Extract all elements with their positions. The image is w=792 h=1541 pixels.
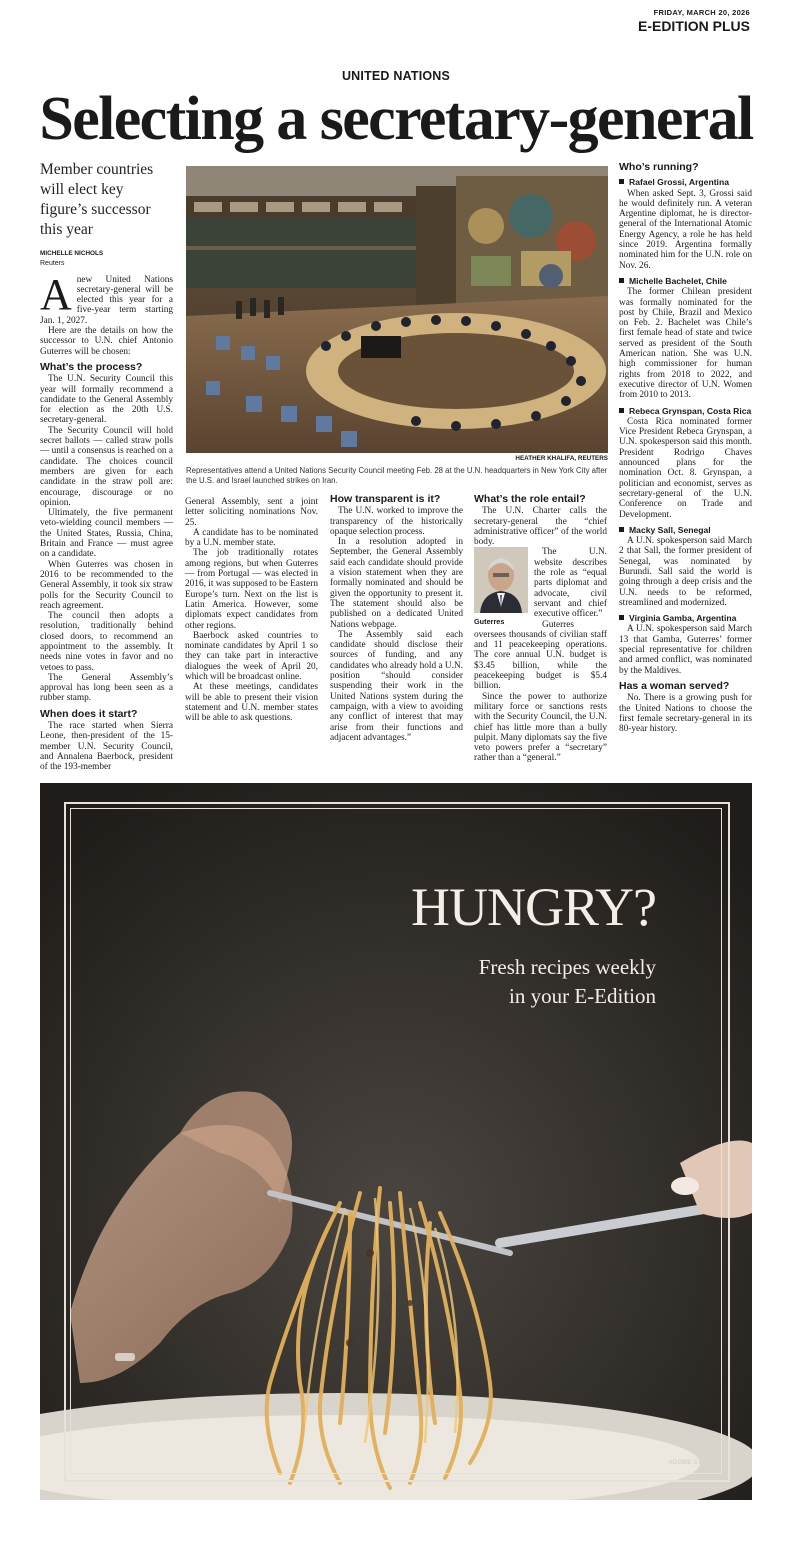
masthead [638, 8, 750, 34]
paragraph: The General Assembly’s approval has long been seen as a rubber stamp. [40, 672, 173, 704]
paragraph: The U.N. worked to improve the transparency of the historically opaque selection process. [330, 506, 463, 537]
column-5 [619, 162, 752, 734]
paragraph: In a resolution adopted in September, the General Assembly said each candidate should provide a vision statement when they are formally nominated and should be given the opportunity to present it. The statement should also be published on a dedicated United Nations webpage. [330, 537, 463, 630]
deck: Member countries will elect key figure’s successor this year [40, 161, 154, 238]
candidate-entry [619, 276, 752, 401]
paragraph: A candidate has to be nominated by a U.N. member state. [185, 527, 318, 549]
paragraph: The U.N. Charter calls the secretary-general the “chief administrative officer” of the world body. [474, 506, 607, 548]
guterres-portrait [474, 547, 528, 625]
subhead-transparency: How transparent is it? [330, 493, 441, 505]
photo-credit: HEATHER KHALIFA, REUTERS [515, 455, 608, 462]
candidate-name: Macky Sall, Senegal [629, 524, 711, 535]
subhead-role: What’s the role entail? [474, 493, 586, 505]
paragraph: The U.N. Security Council this year will formally recommend a candidate to the General Assembly for election as the 20th U.S. secretary-general. [40, 374, 173, 426]
candidate-entry [619, 613, 752, 676]
candidate-text: A U.N. spokesperson said March 2 that Sall, the former president of Senegal, was nominated by Burundi. Sall said the world is going through a deep crisis and the U.N. needs to be reformed, streamlined and modernized. [619, 536, 752, 608]
paragraph: No. There is a growing push for the United Nations to choose the first female secretary-general in its 80-year history. [619, 693, 752, 735]
column-4 [474, 494, 607, 764]
bullet-square-icon [619, 527, 624, 532]
bullet-square-icon [619, 615, 624, 620]
photo-caption: Representatives attend a United Nations Security Council meeting Feb. 28 at the U.N. headquarters in New York City after the U.S. and Israel launched strikes on Iran. [186, 466, 608, 485]
paragraph: Since the power to authorize military force or sanctions rests with the Security Council, the U.N. chief has little more than a bully pulpit. Many diplomats say the five veto powers prefer a “secretary” rather than a “general.” [474, 691, 607, 764]
candidate-name: Michelle Bachelet, Chile [629, 275, 727, 286]
edition-label: E-EDITION PLUS [637, 18, 750, 34]
ad-tagline-line2: in your E-Edition [509, 984, 656, 1008]
paragraph: When Guterres was chosen in 2016 to be recommended to the General Assembly, it took six straw polls for the Security Council to reach agreement. [40, 559, 173, 611]
council-chamber-image [186, 166, 608, 453]
column-2 [185, 497, 318, 724]
candidate-text: A U.N. spokesperson said March 13 that Gamba, Guterres’ former special representative for children and armed conflict, was nominated by the Maldives. [619, 624, 752, 676]
candidate-entry [619, 177, 752, 271]
column-1 [40, 160, 173, 773]
ad-tagline [479, 953, 656, 1011]
paragraph: The job traditionally rotates among regions, but when Guterres — from Portugal — was elected in 2016, it was supposed to be Eastern Europe’s turn. Next on the list is Latin America. However, some diplomats expect candidates from other regions. [185, 548, 318, 631]
security-council-photo [186, 166, 608, 453]
candidate-entry [619, 525, 752, 608]
candidate-name: Rebeca Grynspan, Costa Rica [629, 405, 752, 416]
ad-tagline-line1: Fresh recipes weekly [478, 955, 656, 979]
portrait-image [474, 547, 528, 613]
subhead-candidates: Who’s running? [619, 161, 699, 173]
paragraph: The council then adopts a resolution, traditionally behind closed doors, to recommend an appointment to the assembly. It needs nine votes in favor and no vetoes to pass. [40, 611, 173, 673]
portrait-caption: Guterres [474, 617, 505, 627]
bullet-square-icon [619, 278, 624, 283]
paragraph: General Assembly, sent a joint letter soliciting nominations Nov. 25. [185, 497, 318, 528]
headline: Selecting a secretary-general [39, 85, 753, 153]
candidate-entry [619, 406, 752, 520]
ad-title: HUNGRY? [411, 877, 656, 937]
paragraph: Here are the details on how the successor to U.N. chief Antonio Guterres will be chosen: [40, 326, 173, 357]
candidate-text: Costa Rica nominated former Vice President Rebeca Grynspan, a U.N. spokesperson said this month. President Rodrigo Chaves announced plans for the nomination Oct. 8. Grynspan, a politician and economist, serves as secretary-general of the U.N. Conference on Trade and Development. [619, 416, 752, 520]
bullet-square-icon [619, 179, 624, 184]
candidate-name: Virginia Gamba, Argentina [629, 613, 737, 624]
ad-photo-credit: ADOBE STOCK [668, 1459, 716, 1466]
recipes-advertisement[interactable] [40, 783, 752, 1500]
candidate-text: When asked Sept. 3, Grossi said he would definitely run. A veteran Argentine diplomat, he is director-general of the International Atomic Energy Agency, a role he has held since 2019. Argentina formally nominated him for the U.N. role on Nov. 26. [619, 188, 752, 271]
paragraph: The race started when Sierra Leone, then-president of the 15-member U.N. Security Council, and Annalena Baerbock, president of the 193-member [40, 721, 173, 773]
candidate-name: Rafael Grossi, Argentina [629, 177, 729, 188]
section-label: UNITED NATIONS [341, 69, 451, 83]
issue-date: FRIDAY, MARCH 20, 2026 [653, 8, 750, 17]
lead-paragraph: Anew United Nations secretary-general will be elected this year for a five-year term starting Jan. 1, 2027. [40, 269, 173, 326]
agency: Reuters [40, 260, 65, 268]
byline: MICHELLE NICHOLS [40, 250, 104, 257]
paragraph: The Assembly said each candidate should disclose their sources of funding, and any candidates who already hold a U.N. position “should consider suspending their work in the United Nations system during the campaign, with a view to avoiding any conflict of interest that may arise from their functions and adjacent advantages.” [330, 629, 463, 743]
dropcap: A [40, 269, 72, 319]
paragraph: Ultimately, the five permanent veto-wielding council members — the United States, Russia, China, Britain and France — must agree on a candidate. [40, 508, 173, 560]
paragraph: Baerbock asked countries to nominate candidates by April 1 so they can take part in interactive dialogues the week of April 20, which will be broadcast online. [185, 630, 318, 683]
paragraph: The Security Council will hold secret ballots — called straw polls — until a consensus is reached on a candidate. The choices council members are given for each candidate in the straw poll are: encourage, discourage or no opinion. [40, 425, 173, 508]
bullet-square-icon [619, 408, 624, 413]
column-3 [330, 494, 463, 743]
paragraph: Guterres oversees thousands of civilian staff and 11 peacekeeping operations. The core annual U.N. budget is $3.45 billion, while the peacekeeping budget is $5.4 billion. [474, 619, 607, 692]
paragraph: At these meetings, candidates will be able to present their vision statement and U.N. member states will be able to ask questions. [185, 682, 318, 724]
subhead-woman: Has a woman served? [619, 679, 730, 692]
candidate-text: The former Chilean president was formally nominated for the post by Chile, Brazil and Mexico on Feb. 2. Bachelet was Chile’s first female head of state and twice served as president of the South American nation. She was U.N. high commissioner for human rights from 2018 to 2022, and executive director of U.N. Women from 2010 to 2013. [619, 287, 752, 401]
paragraph: The U.N. website describes the role as “equal parts diplomat and advocate, civil servant and chief executive officer.” [534, 547, 607, 620]
subhead-start: When does it start? [40, 707, 138, 720]
subhead-process: What’s the process? [40, 360, 143, 373]
